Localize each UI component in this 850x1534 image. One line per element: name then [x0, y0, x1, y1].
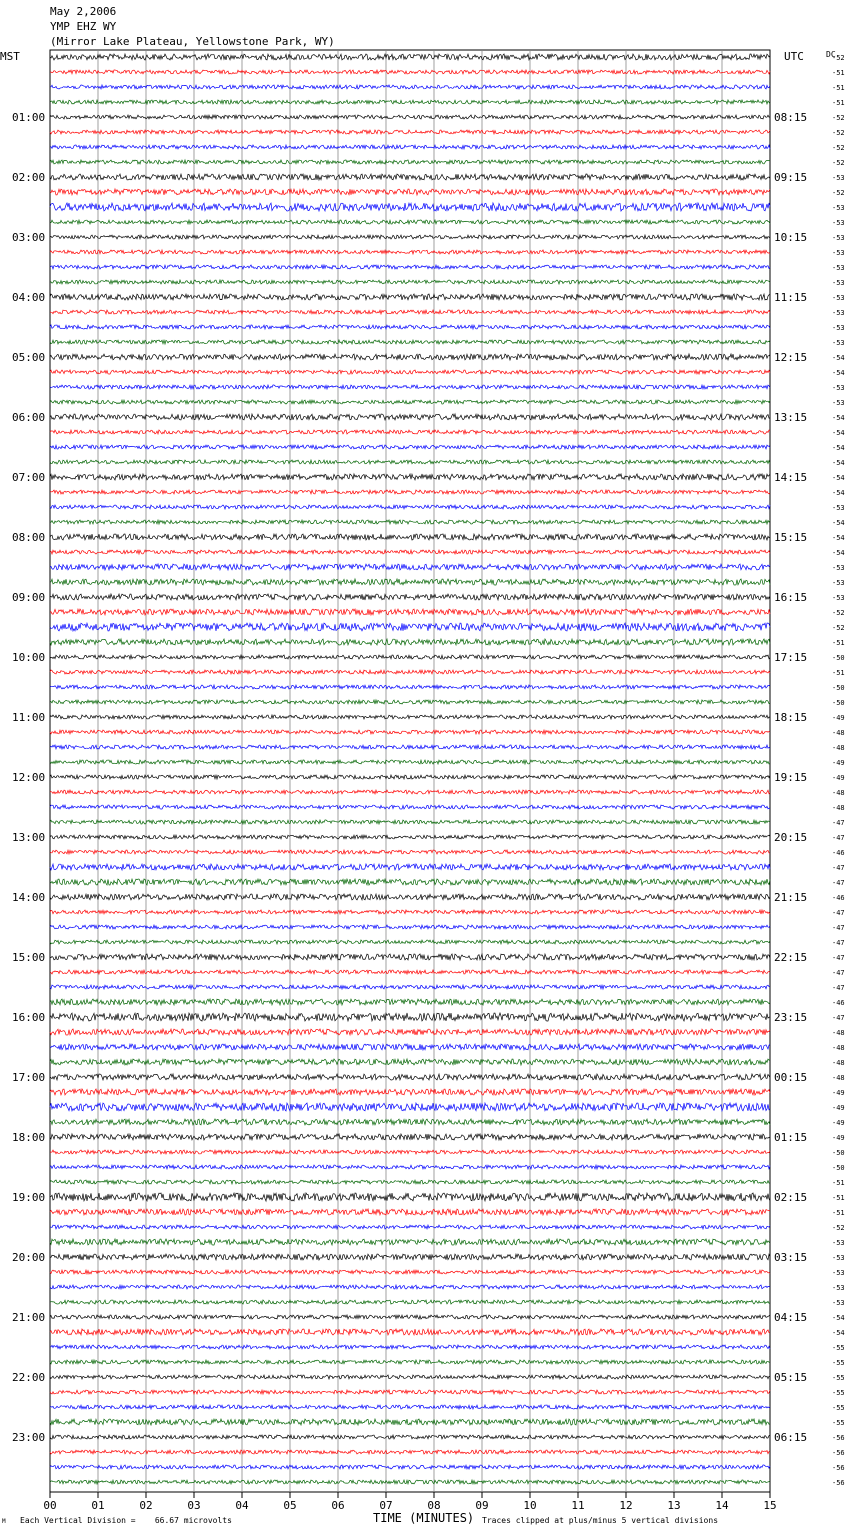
dc-offset-label: -52	[832, 624, 845, 632]
dc-offset-label: -53	[832, 234, 845, 242]
trace-line	[50, 835, 770, 839]
dc-offset-label: -52	[832, 114, 845, 122]
trace-line	[50, 700, 770, 704]
trace-line	[50, 1315, 770, 1319]
record-date: May 2,2006	[50, 5, 117, 18]
dc-offset-label: -49	[832, 1134, 845, 1142]
left-hour-label: 18:00	[12, 1131, 46, 1144]
trace-line	[50, 730, 770, 734]
trace-line	[50, 1375, 770, 1379]
dc-offset-label: -46	[832, 999, 845, 1007]
dc-offset-label: -53	[832, 1254, 845, 1262]
dc-offset-label: -51	[832, 669, 845, 677]
right-hour-label: 13:15	[774, 411, 808, 424]
dc-offset-label: -55	[832, 1344, 845, 1352]
trace-line	[50, 639, 770, 645]
trace-line	[50, 864, 770, 870]
trace-line	[50, 534, 770, 540]
dc-offset-label: -55	[832, 1359, 845, 1367]
dc-offset-label: -49	[832, 1119, 845, 1127]
trace-line	[50, 1225, 770, 1229]
left-hour-label: 02:00	[12, 171, 46, 184]
x-tick-label: 05	[283, 1499, 297, 1512]
dc-offset-label: -49	[832, 1089, 845, 1097]
trace-line	[50, 670, 770, 674]
dc-offset-label: -53	[832, 504, 845, 512]
trace-line	[50, 820, 770, 824]
left-hour-label: 09:00	[12, 591, 46, 604]
left-hour-label: 01:00	[12, 111, 46, 124]
left-hour-label: 06:00	[12, 411, 46, 424]
trace-line	[50, 490, 770, 494]
x-tick-label: 13	[667, 1499, 681, 1512]
trace-line	[50, 1059, 770, 1065]
trace-line	[50, 294, 770, 300]
right-hour-label: 16:15	[774, 591, 808, 604]
dc-offset-label: -56	[832, 1449, 845, 1457]
trace-line	[50, 1329, 770, 1335]
trace-line	[50, 579, 770, 585]
trace-line	[50, 430, 770, 434]
dc-offset-label: -53	[832, 564, 845, 572]
trace-line	[50, 1435, 770, 1439]
x-tick-label: 01	[91, 1499, 105, 1512]
left-hour-label: 14:00	[12, 891, 46, 904]
x-tick-label: 12	[619, 1499, 633, 1512]
dc-offset-label: -49	[832, 774, 845, 782]
right-hour-label: 04:15	[774, 1311, 808, 1324]
dc-offset-label: -52	[832, 144, 845, 152]
dc-offset-label: -51	[832, 1209, 845, 1217]
trace-line	[50, 1074, 770, 1080]
trace-line	[50, 609, 770, 615]
dc-offset-label: -56	[832, 1479, 845, 1487]
trace-line	[50, 130, 770, 134]
trace-line	[50, 520, 770, 524]
right-hour-label: 15:15	[774, 531, 808, 544]
x-tick-label: 08	[427, 1499, 441, 1512]
trace-line	[50, 310, 770, 314]
trace-line	[50, 445, 770, 449]
right-hour-label: 00:15	[774, 1071, 808, 1084]
left-hour-label: 05:00	[12, 351, 46, 364]
trace-line	[50, 145, 770, 149]
dc-offset-label: -51	[832, 84, 845, 92]
trace-line	[50, 235, 770, 239]
dc-offset-label: -47	[832, 864, 845, 872]
trace-line	[50, 594, 770, 600]
dc-offset-label: -47	[832, 984, 845, 992]
corner-mark: M	[2, 1518, 6, 1525]
dc-offset-label: -54	[832, 444, 845, 452]
trace-line	[50, 805, 770, 809]
trace-line	[50, 655, 770, 659]
dc-offset-label: -47	[832, 1014, 845, 1022]
dc-offset-label: -48	[832, 729, 845, 737]
trace-line	[50, 1239, 770, 1245]
trace-line	[50, 1013, 770, 1021]
dc-offset-label: -54	[832, 354, 845, 362]
dc-offset-label: -49	[832, 714, 845, 722]
dc-offset-label: -48	[832, 744, 845, 752]
trace-line	[50, 85, 770, 89]
trace-line	[50, 370, 770, 374]
trace-line	[50, 940, 770, 944]
dc-offset-label: -48	[832, 804, 845, 812]
dc-offset-label: -53	[832, 204, 845, 212]
dc-offset-label: -53	[832, 1284, 845, 1292]
dc-offset-label: -47	[832, 939, 845, 947]
dc-offset-label: -53	[832, 219, 845, 227]
trace-line	[50, 623, 770, 631]
dc-offset-label: -55	[832, 1404, 845, 1412]
right-hour-label: 09:15	[774, 171, 808, 184]
dc-offset-label: -47	[832, 819, 845, 827]
dc-offset-label: -56	[832, 1464, 845, 1472]
right-hour-label: 17:15	[774, 651, 808, 664]
dc-offset-label: -53	[832, 279, 845, 287]
trace-line	[50, 1300, 770, 1304]
trace-line	[50, 685, 770, 689]
trace-line	[50, 1450, 770, 1454]
station-location: (Mirror Lake Plateau, Yellowstone Park, WY)	[50, 35, 335, 48]
dc-offset-label: -49	[832, 759, 845, 767]
dc-offset-label: -54	[832, 369, 845, 377]
trace-line	[50, 1119, 770, 1125]
right-hour-label: 20:15	[774, 831, 808, 844]
x-tick-label: 09	[475, 1499, 489, 1512]
left-hour-label: 23:00	[12, 1431, 46, 1444]
station-code: YMP EHZ WY	[50, 20, 117, 33]
trace-line	[50, 1270, 770, 1274]
dc-offset-label: -53	[832, 294, 845, 302]
trace-line	[50, 985, 770, 989]
trace-line	[50, 925, 770, 929]
dc-offset-label: -54	[832, 414, 845, 422]
trace-line	[50, 54, 770, 60]
trace-line	[50, 1180, 770, 1184]
left-timezone-label: MST	[0, 50, 20, 63]
trace-line	[50, 954, 770, 960]
trace-line	[50, 1465, 770, 1469]
trace-line	[50, 894, 770, 900]
trace-line	[50, 1209, 770, 1215]
trace-line	[50, 1390, 770, 1394]
trace-group	[50, 54, 770, 1484]
trace-line	[50, 1345, 770, 1349]
right-hour-label: 21:15	[774, 891, 808, 904]
dc-offset-label: -48	[832, 1059, 845, 1067]
right-timezone-label: UTC	[784, 50, 804, 63]
right-hour-label: 02:15	[774, 1191, 808, 1204]
trace-line	[50, 1285, 770, 1289]
trace-line	[50, 100, 770, 104]
trace-line	[50, 160, 770, 164]
dc-offset-label: -54	[832, 534, 845, 542]
dc-offset-label: -52	[832, 189, 845, 197]
trace-line	[50, 505, 770, 509]
dc-offset-label: -55	[832, 1374, 845, 1382]
trace-line	[50, 1044, 770, 1050]
dc-offset-label: -54	[832, 489, 845, 497]
x-tick-label: 07	[379, 1499, 393, 1512]
clip-note: Traces clipped at plus/minus 5 vertical divisions	[482, 1516, 719, 1525]
trace-line	[50, 1150, 770, 1154]
left-hour-label: 17:00	[12, 1071, 46, 1084]
trace-line	[50, 910, 770, 914]
trace-line	[50, 250, 770, 254]
left-hour-label: 16:00	[12, 1011, 46, 1024]
x-tick-label: 14	[715, 1499, 729, 1512]
right-hour-label: 14:15	[774, 471, 808, 484]
x-tick-label: 04	[235, 1499, 249, 1512]
dc-offset-label: -48	[832, 1074, 845, 1082]
trace-line	[50, 220, 770, 224]
right-hour-label: 11:15	[774, 291, 808, 304]
dc-offset-label: -52	[832, 159, 845, 167]
trace-line	[50, 550, 770, 554]
dc-offset-label: -56	[832, 1434, 845, 1442]
left-hour-label: 20:00	[12, 1251, 46, 1264]
left-hour-label: 22:00	[12, 1371, 46, 1384]
dc-offset-label: -48	[832, 1044, 845, 1052]
trace-line	[50, 879, 770, 885]
trace-line	[50, 1103, 770, 1111]
x-tick-label: 10	[523, 1499, 537, 1512]
trace-line	[50, 715, 770, 719]
left-hour-label: 10:00	[12, 651, 46, 664]
trace-line	[50, 115, 770, 119]
dc-offset-label: -54	[832, 1314, 845, 1322]
dc-offset-label: -53	[832, 1299, 845, 1307]
trace-line	[50, 850, 770, 854]
dc-offset-label: -53	[832, 309, 845, 317]
dc-offset-label: -46	[832, 894, 845, 902]
scale-note: Each Vertical Division = 66.67 microvolts	[20, 1516, 232, 1525]
dc-offset-label: -53	[832, 1239, 845, 1247]
trace-line	[50, 1405, 770, 1409]
trace-line	[50, 414, 770, 420]
trace-line	[50, 1480, 770, 1484]
left-hour-label: 03:00	[12, 231, 46, 244]
trace-line	[50, 1029, 770, 1035]
trace-line	[50, 1134, 770, 1140]
right-hour-label: 01:15	[774, 1131, 808, 1144]
dc-offset-label: -53	[832, 1269, 845, 1277]
trace-line	[50, 189, 770, 195]
dc-offset-label: -50	[832, 1149, 845, 1157]
right-hour-label: 10:15	[774, 231, 808, 244]
left-hour-label: 21:00	[12, 1311, 46, 1324]
dc-offset-label: -54	[832, 519, 845, 527]
dc-offset-label: -47	[832, 969, 845, 977]
dc-offset-label: -53	[832, 324, 845, 332]
dc-offset-label: -49	[832, 1104, 845, 1112]
trace-line	[50, 474, 770, 480]
left-hour-label: 11:00	[12, 711, 46, 724]
trace-line	[50, 265, 770, 269]
dc-offset-label: -50	[832, 654, 845, 662]
dc-offset-label: -55	[832, 1389, 845, 1397]
dc-offset-header: DC	[826, 50, 836, 59]
dc-offset-label: -54	[832, 429, 845, 437]
dc-offset-label: -53	[832, 249, 845, 257]
dc-offset-label: -53	[832, 384, 845, 392]
trace-line	[50, 174, 770, 180]
dc-offset-label: -55	[832, 1419, 845, 1427]
dc-offset-label: -51	[832, 639, 845, 647]
left-hour-label: 19:00	[12, 1191, 46, 1204]
trace-line	[50, 970, 770, 974]
dc-offset-label: -53	[832, 579, 845, 587]
dc-offset-label: -48	[832, 1029, 845, 1037]
trace-line	[50, 385, 770, 389]
dc-offset-label: -54	[832, 474, 845, 482]
left-hour-label: 15:00	[12, 951, 46, 964]
dc-offset-label: -52	[832, 54, 845, 62]
right-hour-label: 08:15	[774, 111, 808, 124]
dc-offset-label: -53	[832, 174, 845, 182]
trace-line	[50, 203, 770, 211]
x-axis-title: TIME (MINUTES)	[373, 1511, 475, 1525]
trace-line	[50, 760, 770, 764]
dc-offset-label: -48	[832, 789, 845, 797]
trace-line	[50, 325, 770, 329]
dc-offset-label: -50	[832, 1164, 845, 1172]
trace-line	[50, 564, 770, 570]
left-hour-label: 07:00	[12, 471, 46, 484]
dc-offset-label: -46	[832, 849, 845, 857]
dc-offset-label: -53	[832, 339, 845, 347]
right-hour-label: 23:15	[774, 1011, 808, 1024]
trace-line	[50, 460, 770, 464]
trace-line	[50, 1089, 770, 1095]
dc-offset-label: -54	[832, 459, 845, 467]
right-hour-label: 22:15	[774, 951, 808, 964]
dc-offset-label: -52	[832, 1224, 845, 1232]
dc-offset-label: -47	[832, 924, 845, 932]
dc-offset-label: -52	[832, 129, 845, 137]
left-hour-label: 04:00	[12, 291, 46, 304]
trace-line	[50, 790, 770, 794]
x-tick-label: 06	[331, 1499, 345, 1512]
dc-offset-label: -47	[832, 954, 845, 962]
dc-offset-label: -47	[832, 879, 845, 887]
right-hour-label: 06:15	[774, 1431, 808, 1444]
left-hour-label: 08:00	[12, 531, 46, 544]
right-hour-label: 03:15	[774, 1251, 808, 1264]
trace-line	[50, 1165, 770, 1169]
trace-line	[50, 1360, 770, 1364]
dc-offset-label: -51	[832, 69, 845, 77]
dc-offset-label: -51	[832, 99, 845, 107]
dc-offset-label: -51	[832, 1194, 845, 1202]
x-tick-label: 03	[187, 1499, 201, 1512]
dc-offset-label: -54	[832, 549, 845, 557]
trace-line	[50, 1419, 770, 1425]
right-hour-label: 19:15	[774, 771, 808, 784]
trace-line	[50, 745, 770, 749]
trace-line	[50, 70, 770, 74]
right-hour-label: 12:15	[774, 351, 808, 364]
trace-line	[50, 1254, 770, 1260]
trace-line	[50, 775, 770, 779]
x-tick-label: 02	[139, 1499, 153, 1512]
x-tick-label: 00	[43, 1499, 57, 1512]
trace-line	[50, 280, 770, 284]
dc-offset-label: -54	[832, 1329, 845, 1337]
dc-offset-label: -47	[832, 834, 845, 842]
dc-offset-label: -53	[832, 594, 845, 602]
dc-offset-label: -50	[832, 699, 845, 707]
dc-offset-label: -52	[832, 609, 845, 617]
dc-offset-label: -53	[832, 399, 845, 407]
trace-line	[50, 340, 770, 344]
dc-offset-label: -47	[832, 909, 845, 917]
dc-offset-label: -51	[832, 1179, 845, 1187]
right-hour-label: 18:15	[774, 711, 808, 724]
x-tick-label: 15	[763, 1499, 777, 1512]
left-hour-label: 13:00	[12, 831, 46, 844]
dc-offset-label: -50	[832, 684, 845, 692]
trace-line	[50, 400, 770, 404]
trace-line	[50, 354, 770, 360]
right-hour-label: 05:15	[774, 1371, 808, 1384]
trace-line	[50, 999, 770, 1005]
trace-line	[50, 1193, 770, 1201]
left-hour-label: 12:00	[12, 771, 46, 784]
x-tick-label: 11	[571, 1499, 585, 1512]
dc-offset-label: -53	[832, 264, 845, 272]
